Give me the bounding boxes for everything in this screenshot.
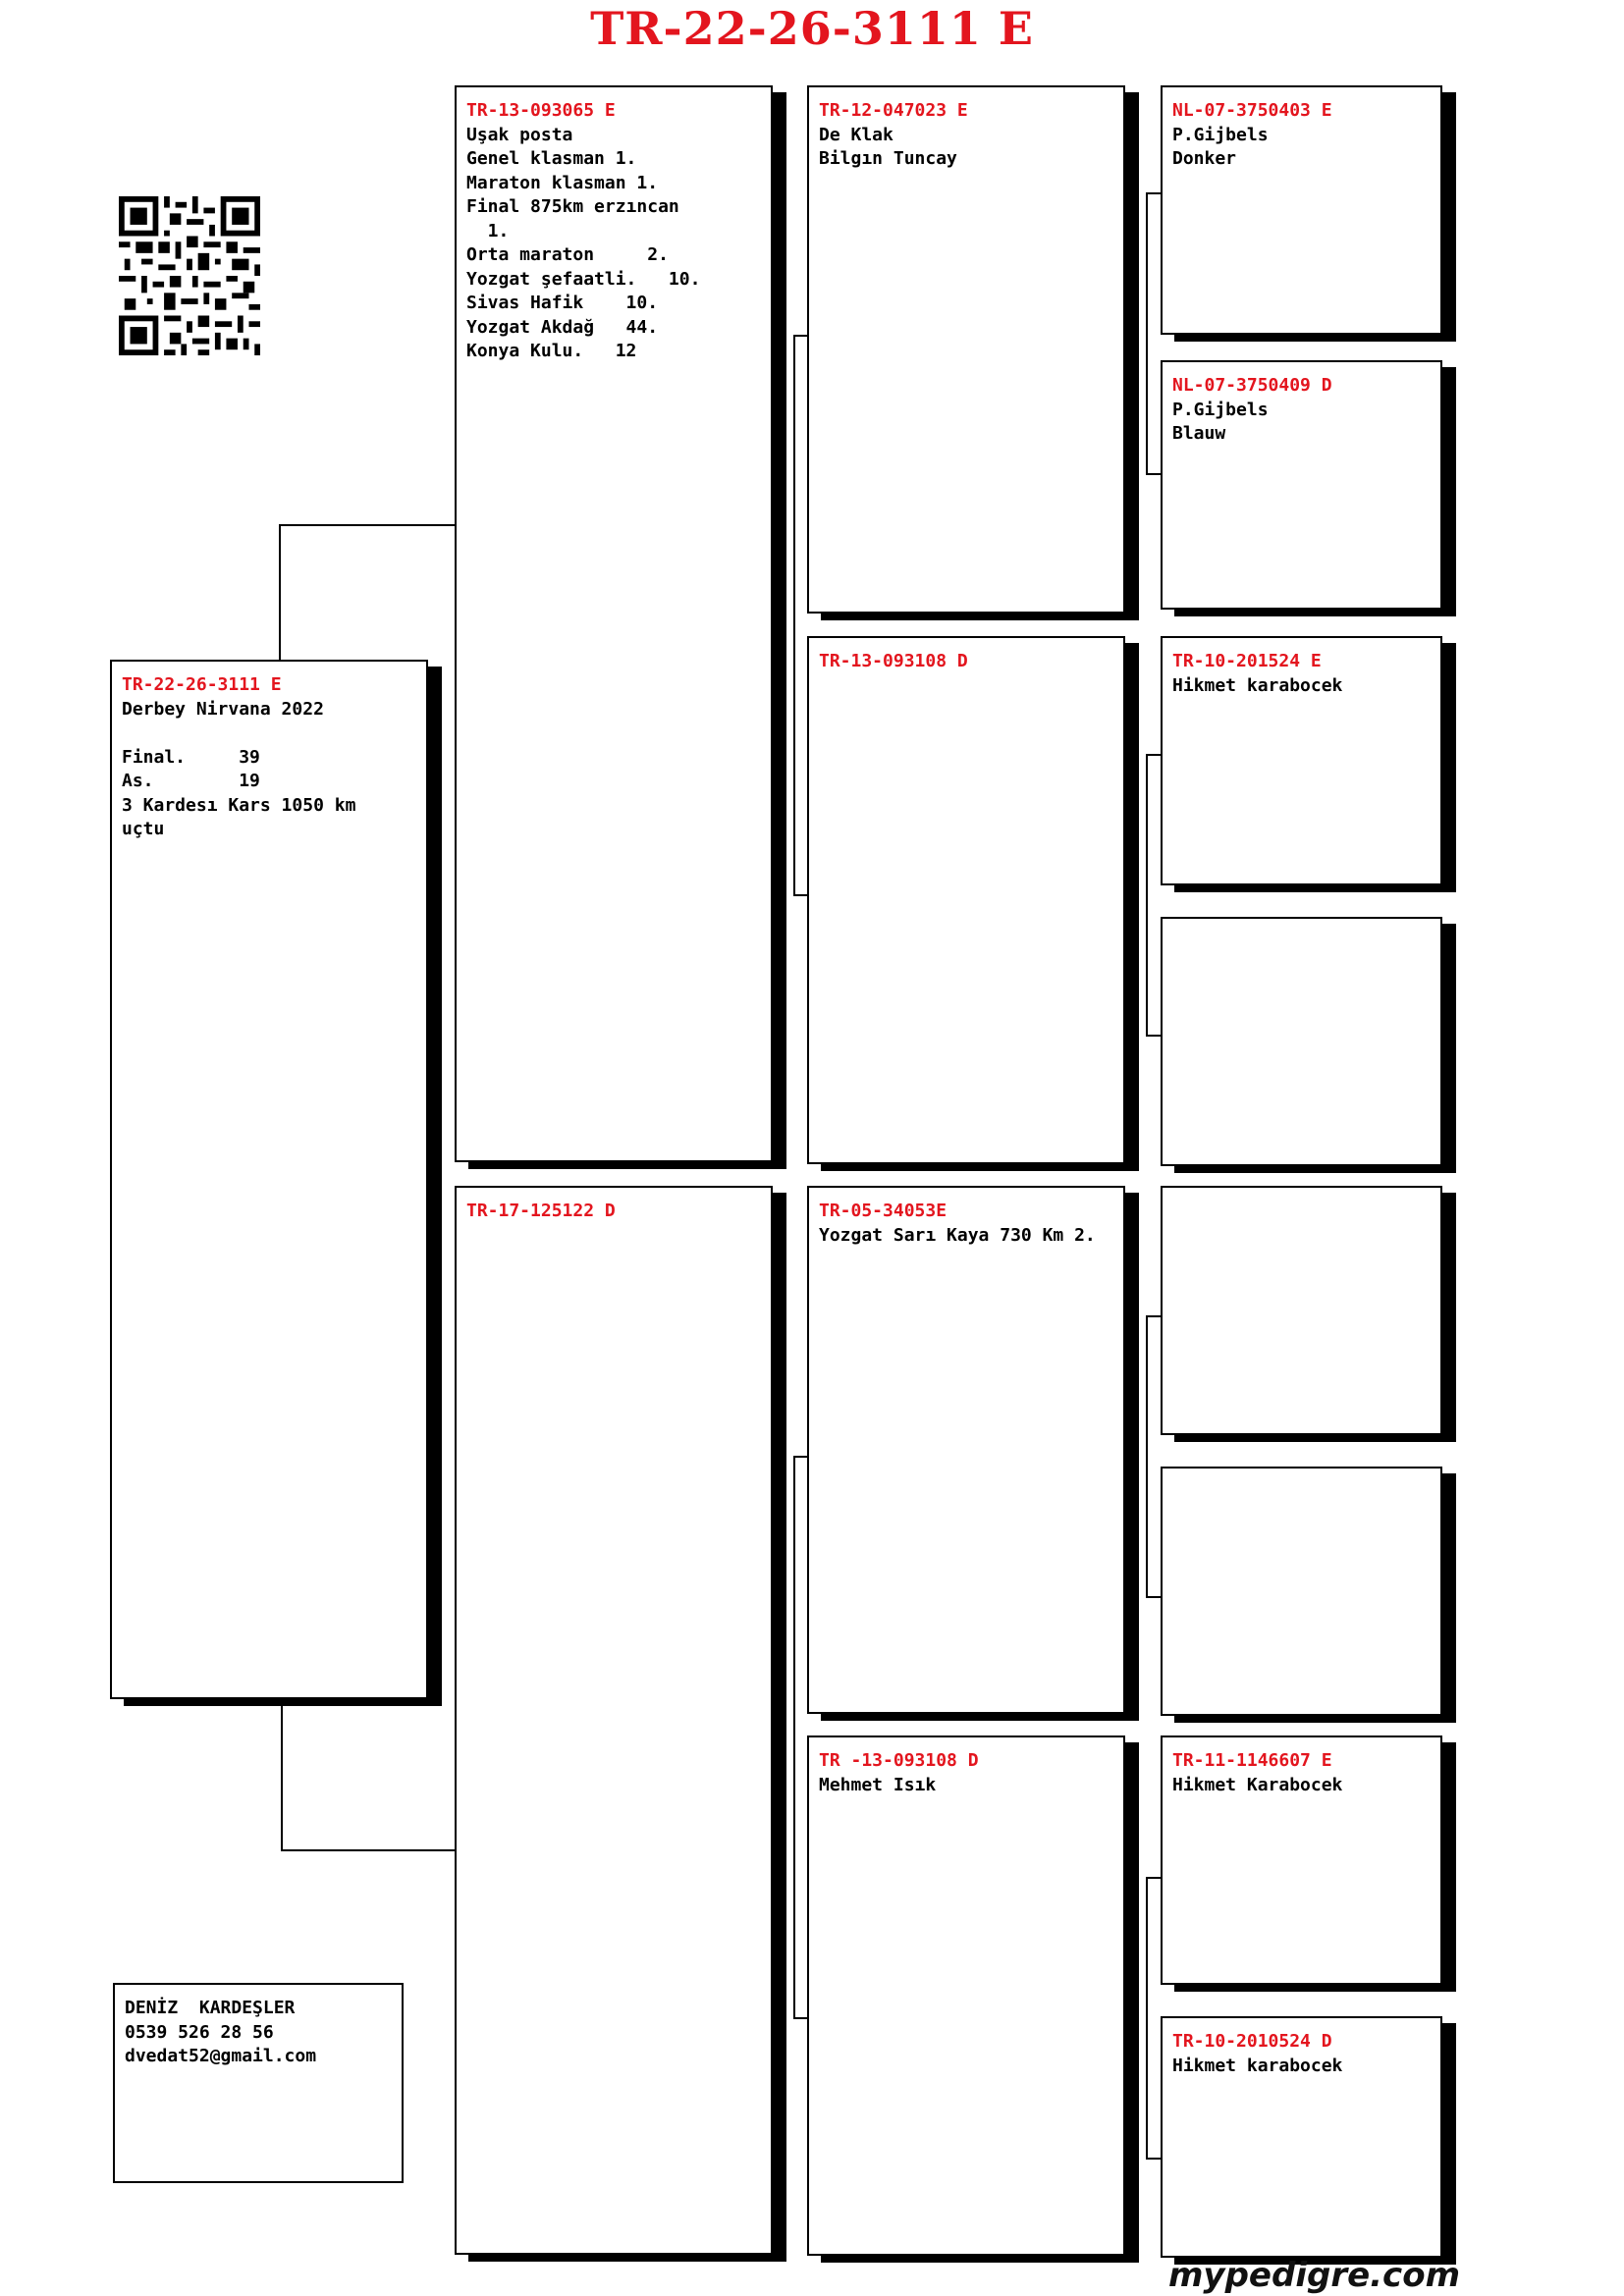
- note-line: uçtu: [122, 819, 165, 839]
- note-line: Hikmet karabocek: [1172, 674, 1343, 696]
- ring-number: TR-13-093065 E: [466, 100, 616, 121]
- page-title: TR-22-26-3111 E: [590, 2, 1034, 55]
- note-line: Final 875km erzıncan: [466, 196, 679, 217]
- note-line: As. 19: [122, 771, 260, 791]
- grandparent-card: [807, 85, 1125, 614]
- subject-card: [110, 660, 428, 1699]
- connector: [793, 335, 795, 896]
- note-line: Uşak posta: [466, 124, 573, 145]
- connector: [1146, 2158, 1161, 2160]
- note-line: P.Gijbels: [1172, 124, 1269, 145]
- great-grandparent-card: [1161, 1467, 1442, 1716]
- ring-number: TR-11-1146607 E: [1172, 1750, 1332, 1771]
- connector: [1146, 192, 1161, 194]
- note-line: [122, 721, 418, 746]
- connector: [279, 524, 455, 526]
- connector: [793, 1456, 807, 1458]
- ring-number: TR-17-125122 D: [466, 1201, 616, 1221]
- note-line: Yozgat Sarı Kaya 730 Km 2.: [819, 1224, 1096, 1246]
- great-grandparent-card: [1161, 1186, 1442, 1435]
- connector: [793, 1456, 795, 2019]
- note-line: Hikmet Karabocek: [1172, 1774, 1343, 1795]
- connector: [1146, 1315, 1148, 1598]
- note-line: Mehmet Isık: [819, 1774, 937, 1795]
- note-line: Yozgat şefaatli. 10.: [466, 268, 701, 290]
- note-line: Genel klasman 1.: [466, 148, 637, 169]
- note-line: Derbey Nirvana 2022: [122, 698, 324, 720]
- note-line: Final. 39: [122, 746, 260, 768]
- note-line: Konya Kulu. 12: [466, 341, 637, 361]
- grandparent-card: [807, 1735, 1125, 2256]
- note-line: P.Gijbels: [1172, 399, 1269, 420]
- connector: [1146, 192, 1148, 475]
- note-line: Maraton klasman 1.: [466, 172, 659, 193]
- great-grandparent-card: [1161, 360, 1442, 610]
- connector: [793, 335, 807, 337]
- ring-number: TR-05-34053E: [819, 1201, 947, 1221]
- ring-number: TR-10-2010524 D: [1172, 2031, 1332, 2052]
- dam-card: [455, 1186, 773, 2255]
- connector: [1146, 1315, 1161, 1317]
- owner-email: dvedat52@gmail.com: [125, 2046, 317, 2066]
- note-line: 3 Kardesı Kars 1050 km: [122, 794, 356, 816]
- qr-code-icon: [119, 196, 260, 355]
- ring-number: NL-07-3750403 E: [1172, 100, 1332, 121]
- great-grandparent-card: [1161, 636, 1442, 885]
- connector: [1146, 754, 1161, 756]
- sire-card: [455, 85, 773, 1162]
- connector: [1146, 473, 1161, 475]
- great-grandparent-card: [1161, 917, 1442, 1166]
- great-grandparent-card: [1161, 2016, 1442, 2258]
- ring-number: TR -13-093108 D: [819, 1750, 979, 1771]
- note-line: Bilgın Tuncay: [819, 148, 957, 169]
- connector: [793, 2017, 807, 2019]
- ring-number: TR-12-047023 E: [819, 100, 968, 121]
- note-line: Orta maraton 2.: [466, 244, 669, 265]
- owner-phone: 0539 526 28 56: [125, 2021, 274, 2043]
- note-line: Yozgat Akdağ 44.: [466, 316, 659, 338]
- note-line: De Klak: [819, 124, 893, 145]
- connector: [281, 1703, 283, 1850]
- connector: [1146, 754, 1148, 1037]
- ring-number: NL-07-3750409 D: [1172, 375, 1332, 396]
- connector: [1146, 1877, 1161, 1879]
- connector: [1146, 1877, 1148, 2160]
- note-line: Donker: [1172, 148, 1237, 169]
- note-line: Sivas Hafik 10.: [466, 293, 659, 313]
- ring-number: TR-13-093108 D: [819, 651, 968, 671]
- note-line: 1.: [466, 220, 510, 241]
- note-line: Hikmet karabocek: [1172, 2055, 1343, 2076]
- ring-number: TR-22-26-3111 E: [122, 674, 282, 695]
- owner-name: DENİZ KARDEŞLER: [125, 1998, 296, 2018]
- owner-card: [113, 1983, 404, 2183]
- brand-link[interactable]: mypedigre.com: [1168, 2256, 1461, 2295]
- great-grandparent-card: [1161, 1735, 1442, 1985]
- connector: [279, 524, 281, 661]
- grandparent-card: [807, 636, 1125, 1164]
- connector: [793, 894, 807, 896]
- connector: [281, 1849, 455, 1851]
- great-grandparent-card: [1161, 85, 1442, 335]
- connector: [1146, 1035, 1161, 1037]
- grandparent-card: [807, 1186, 1125, 1714]
- note-line: Blauw: [1172, 423, 1226, 444]
- ring-number: TR-10-201524 E: [1172, 651, 1322, 671]
- connector: [1146, 1596, 1161, 1598]
